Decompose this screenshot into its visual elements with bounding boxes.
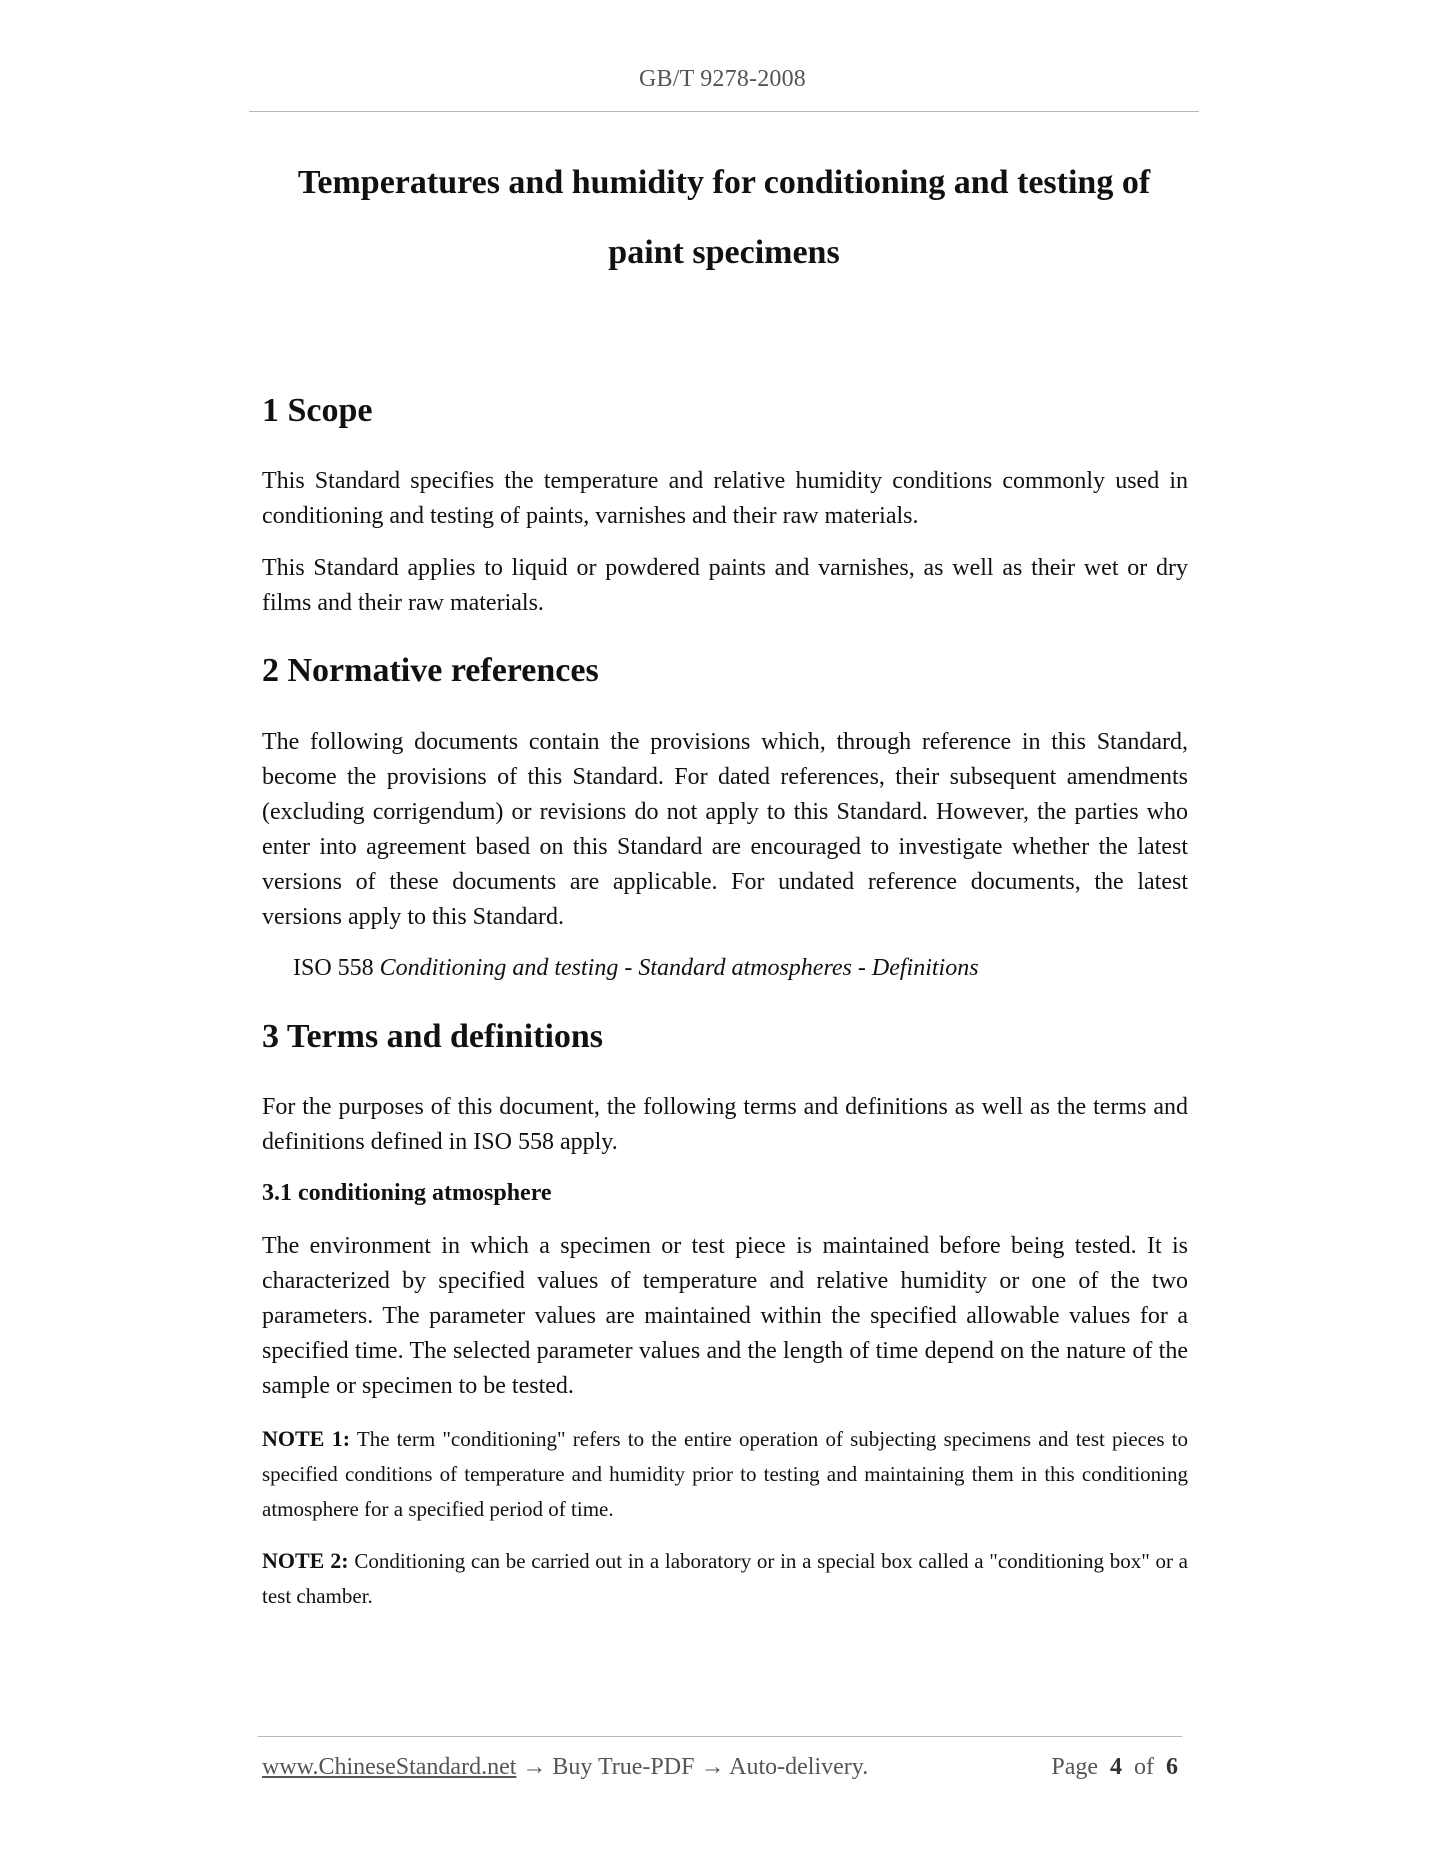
page-total: 6 bbox=[1166, 1754, 1178, 1780]
page-of: of bbox=[1134, 1754, 1154, 1780]
document-code-header: GB/T 9278-2008 bbox=[638, 66, 807, 92]
reference-item-iso-558 bbox=[262, 951, 1188, 986]
header-divider bbox=[249, 111, 1199, 112]
reference-title: Conditioning and testing - Standard atmospheres - Definitions bbox=[379, 955, 979, 981]
scope-paragraph-1: This Standard specifies the temperature and relative humidity conditions commonly used in conditioning and testing of paints, varnishes and their raw materials. bbox=[262, 468, 1188, 529]
title-line-1: Temperatures and humidity for conditioning and testing of bbox=[297, 164, 1151, 201]
page-indicator bbox=[1051, 1754, 1178, 1781]
page-footer bbox=[262, 1754, 1182, 1781]
footer-divider bbox=[258, 1736, 1182, 1737]
note-1-text: The term "conditioning" refers to the entire operation of subjecting specimens and test pieces to specified conditions of temperature and humidity prior to testing and maintaining them in this conditioning atmosphere for a specified period of time. bbox=[262, 1427, 1188, 1521]
terms-intro-paragraph: For the purposes of this document, the following terms and definitions as well as the terms and definitions defined in ISO 558 apply. bbox=[262, 1094, 1188, 1155]
note-2-text: Conditioning can be carried out in a laboratory or in a special box called a "conditioning box" or a test chamber. bbox=[262, 1549, 1188, 1608]
normative-references-paragraph: The following documents contain the provisions which, through reference in this Standard, become the provisions of this Standard. For dated references, their subsequent amendments (excluding corrigendum) or revisions do not apply to this Standard. However, the parties who enter into agreement based on this Standard are encouraged to investigate whether the latest versions of these documents are applicable. For undated reference documents, the latest versions apply to this Standard. bbox=[262, 729, 1188, 930]
auto-delivery-text: Auto-delivery. bbox=[729, 1754, 869, 1780]
conditioning-atmosphere-definition: The environment in which a specimen or test piece is maintained before being tested. It is characterized by specified values of temperature and relative humidity or one of the two parameters. The parameter values are maintained within the specified allowable values for a specified time. The selected parameter values and the length of time depend on the nature of the sample or specimen to be tested. bbox=[262, 1233, 1188, 1399]
page-label: Page bbox=[1051, 1754, 1098, 1780]
arrow-right-icon: → bbox=[522, 1754, 547, 1780]
note-1 bbox=[262, 1421, 1188, 1527]
reference-code: ISO 558 bbox=[293, 955, 374, 981]
page-current: 4 bbox=[1110, 1754, 1122, 1780]
subsection-heading-conditioning-atmosphere: 3.1 conditioning atmosphere bbox=[262, 1180, 552, 1206]
buy-true-pdf-text: Buy True-PDF bbox=[552, 1754, 695, 1780]
note-2 bbox=[262, 1543, 1188, 1614]
document-title bbox=[249, 148, 1199, 288]
section-heading-normative-references: 2 Normative references bbox=[262, 652, 599, 689]
scope-paragraph-2: This Standard applies to liquid or powdered paints and varnishes, as well as their wet or dry films and their raw materials. bbox=[262, 555, 1188, 616]
note-2-label: NOTE 2: bbox=[262, 1548, 349, 1573]
arrow-right-icon: → bbox=[700, 1754, 725, 1780]
note-1-label: NOTE 1: bbox=[262, 1426, 351, 1451]
section-heading-terms-definitions: 3 Terms and definitions bbox=[262, 1018, 604, 1055]
chinese-standard-link[interactable]: www.ChineseStandard.net bbox=[262, 1754, 517, 1780]
section-heading-scope: 1 Scope bbox=[262, 392, 373, 429]
title-line-2: paint specimens bbox=[608, 234, 840, 271]
document-body bbox=[262, 386, 1188, 1614]
